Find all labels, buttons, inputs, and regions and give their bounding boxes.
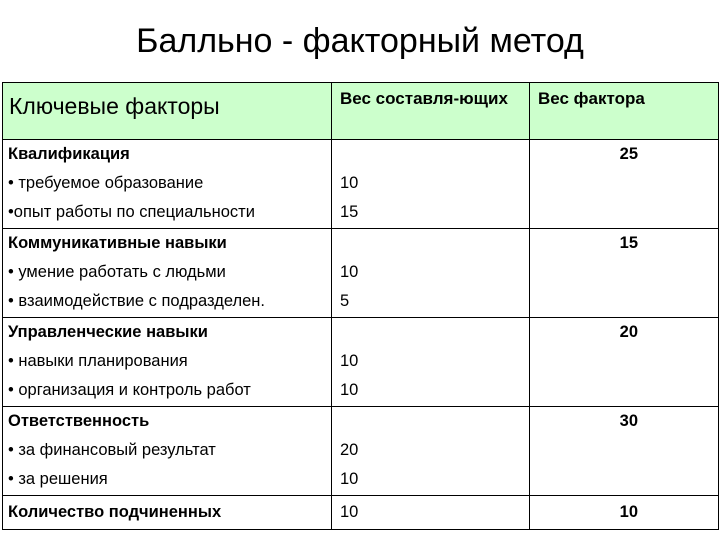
factor-name: Количество подчиненных [8, 503, 222, 521]
subfactor-weight: 10 [340, 174, 359, 192]
factor-weight-cell [530, 140, 719, 229]
subfactor-weight: 10 [340, 381, 359, 399]
subfactor-weight: 15 [340, 203, 359, 221]
factor-cell [3, 140, 332, 229]
table-row [3, 140, 719, 229]
factor-weight: 20 [619, 323, 638, 341]
factor-weight-cell [530, 318, 719, 407]
factor-name: Ответственность [8, 412, 150, 430]
subfactor-label: • за решения [8, 470, 108, 488]
component-weight-cell [332, 140, 530, 229]
factor-cell [3, 229, 332, 318]
component-weight-cell [332, 229, 530, 318]
component-weight-cell [332, 407, 530, 496]
subfactor-label: • взаимодействие с подразделен. [8, 292, 265, 310]
table-row [3, 496, 719, 530]
factor-name: Коммуникативные навыки [8, 234, 227, 252]
subfactor-weight: 20 [340, 441, 359, 459]
subfactor-weight: 5 [340, 292, 350, 310]
subfactor-label: •опыт работы по специальности [8, 203, 255, 221]
subfactor-label: • организация и контроль работ [8, 381, 251, 399]
factor-table [2, 82, 719, 530]
subfactor-weight: 10 [340, 503, 359, 521]
component-weight-cell [332, 496, 530, 530]
factor-name: Квалификация [8, 145, 130, 163]
table-row [3, 229, 719, 318]
subfactor-label: • требуемое образование [8, 174, 204, 192]
page-title: Балльно - факторный метод [136, 22, 584, 60]
factor-weight: 25 [619, 145, 638, 163]
table-row [3, 318, 719, 407]
factor-name: Управленческие навыки [8, 323, 208, 341]
subfactor-label: • умение работать с людьми [8, 263, 226, 281]
subfactor-weight: 10 [340, 470, 359, 488]
component-weight-cell [332, 318, 530, 407]
header-row [3, 83, 719, 140]
header-factors: Ключевые факторы [3, 83, 332, 140]
factor-weight: 15 [619, 234, 638, 252]
factor-weight-cell [530, 496, 719, 530]
header-component-weight: Вес составля-ющих [332, 83, 530, 140]
table-row [3, 407, 719, 496]
factor-weight: 30 [619, 412, 638, 430]
factor-weight-cell [530, 229, 719, 318]
subfactor-weight: 10 [340, 263, 359, 281]
factor-cell [3, 407, 332, 496]
factor-weight: 10 [619, 503, 638, 521]
header-factor-weight: Вес фактора [530, 83, 719, 140]
subfactor-label: • навыки планирования [8, 352, 188, 370]
subfactor-label: • за финансовый результат [8, 441, 216, 459]
factor-cell [3, 496, 332, 530]
factor-weight-cell [530, 407, 719, 496]
factor-cell [3, 318, 332, 407]
subfactor-weight: 10 [340, 352, 359, 370]
